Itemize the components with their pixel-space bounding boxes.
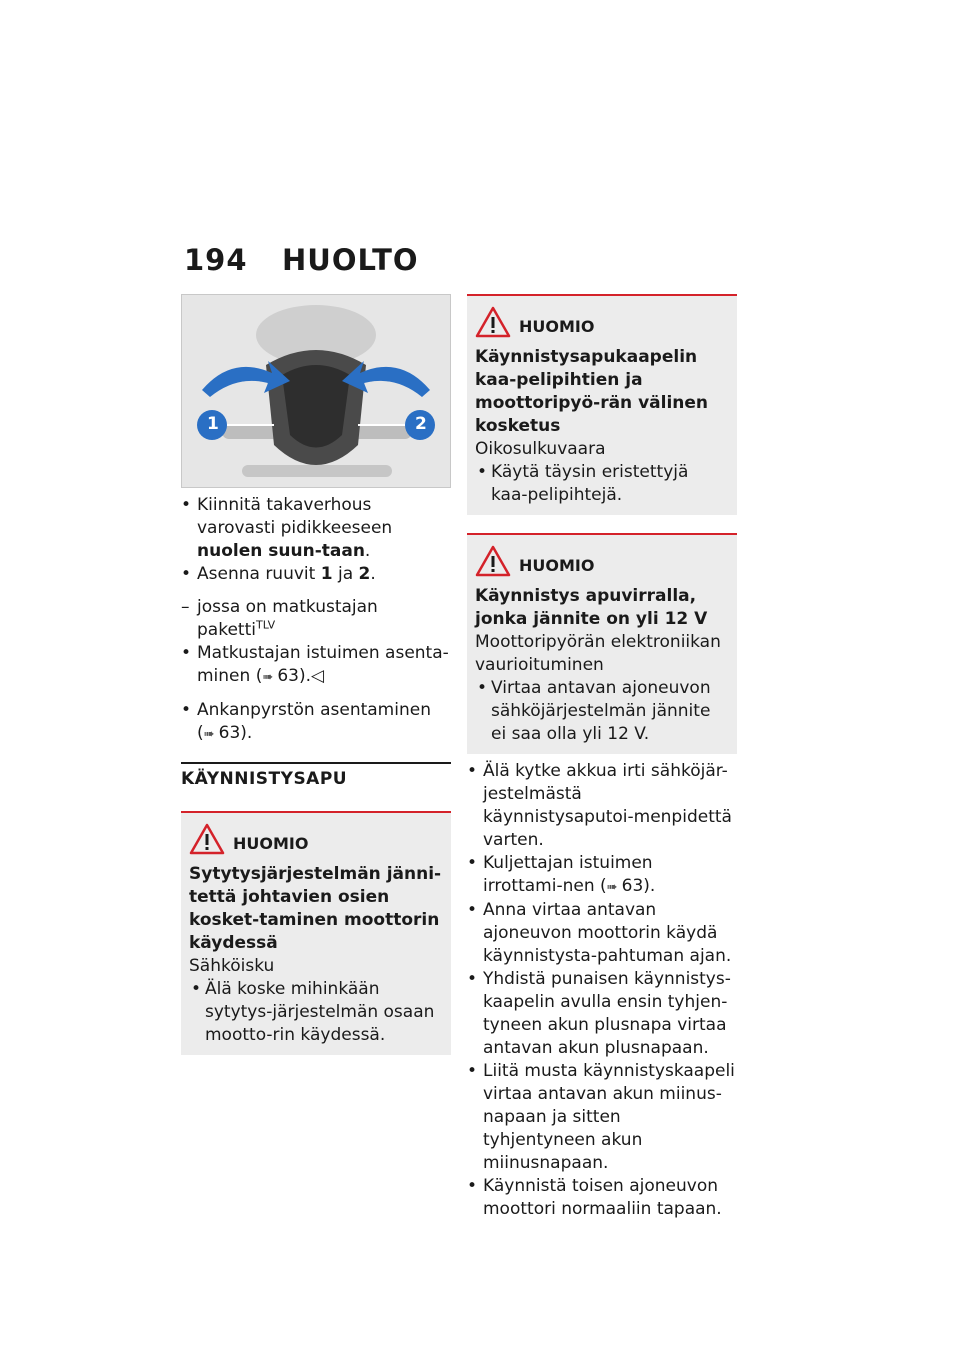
bullet-text: Ankanpyrstön asentaminen ( xyxy=(197,700,431,743)
page-ref-link[interactable]: 63). xyxy=(277,666,312,686)
page-ref-link[interactable]: 63). xyxy=(218,723,253,743)
notice-box xyxy=(467,533,737,754)
bullet-text: Liitä musta käynnistyskaapeli virtaa antavan akun miinus-napaan ja sitten tyhjentyneen akun miinusnapaan. xyxy=(483,1061,735,1173)
list-item xyxy=(181,642,451,689)
right-column xyxy=(467,294,737,1221)
notice-title: Käynnistysapukaapelin kaa-pelipihtien ja moottoripyö-rän välinen kosketus xyxy=(475,347,709,436)
bullet-text: ja xyxy=(332,564,359,584)
list-item xyxy=(467,1175,737,1221)
list-item xyxy=(181,494,451,563)
warning-triangle-icon xyxy=(475,545,511,577)
bullet-text: Kiinnitä takaverhous varovasti pidikkeeseen xyxy=(197,495,393,538)
page-ref-arrow-icon: ➠ xyxy=(262,670,278,685)
notice-box xyxy=(181,811,451,1055)
bullet-text: Älä kytke akkua irti sähköjär-jestelmästä käynnistysaputoi-menpidettä varten. xyxy=(483,761,732,850)
page-number: 194 xyxy=(184,243,248,277)
list-item xyxy=(467,760,737,852)
page-header xyxy=(184,243,419,277)
bullet-dot: • xyxy=(477,462,488,482)
list-item xyxy=(467,1060,737,1175)
bullet-dot: • xyxy=(181,495,192,515)
bullet-dot: • xyxy=(467,853,478,873)
bullet-dot: • xyxy=(181,700,192,720)
screw-2-ref: 2 xyxy=(358,564,371,584)
notice-label: HUOMIO xyxy=(519,317,595,336)
notice-consequence: Moottoripyörän elektroniikan vaurioituminen xyxy=(475,632,721,675)
bullet-dot: • xyxy=(467,761,478,781)
marker-2: 2 xyxy=(415,414,427,434)
bullet-dot: • xyxy=(181,643,192,663)
notice-item xyxy=(189,978,443,1047)
notice-header xyxy=(475,306,729,342)
notice-item-text: Älä koske mihinkään sytytys-järjestelmän osaan mootto-rin käydessä. xyxy=(205,979,435,1045)
bullet-dot: • xyxy=(181,564,192,584)
page-ref-link[interactable]: 63). xyxy=(621,876,656,896)
bullet-text: Kuljettajan istuimen irrottami-nen ( xyxy=(483,853,653,896)
bullet-text: Asenna ruuvit xyxy=(197,564,321,584)
notice-header xyxy=(475,545,729,581)
notice-item xyxy=(475,677,729,746)
procedure-list xyxy=(467,760,737,1221)
bullet-text: Matkustajan istuimen asenta-minen ( xyxy=(197,643,449,686)
bullet-dot: • xyxy=(477,678,488,698)
notice-item xyxy=(475,461,729,507)
notice-item-text: Virtaa antavan ajoneuvon sähköjärjestelmän jännite ei saa olla yli 12 V. xyxy=(491,678,711,744)
motorcycle-illustration xyxy=(182,295,450,487)
condition-text: jossa on matkustajan paketti xyxy=(197,597,378,640)
list-item xyxy=(181,563,451,586)
bullet-dot: • xyxy=(467,969,478,989)
notice-box xyxy=(467,294,737,515)
dash-mark: – xyxy=(181,597,190,617)
list-item xyxy=(181,699,451,746)
bullet-dot: • xyxy=(467,1176,478,1196)
bullet-end: . xyxy=(370,564,376,584)
bullet-end: . xyxy=(364,541,371,561)
notice-label: HUOMIO xyxy=(233,834,309,853)
notice-consequence: Sähköisku xyxy=(189,956,275,976)
screw-1-ref: 1 xyxy=(320,564,333,584)
notice-title: Sytytysjärjestelmän jänni-tettä johtavien osien kosket-taminen moottorin käydessä xyxy=(189,864,442,953)
bullet-dot: • xyxy=(191,979,202,999)
tlv-superscript: TLV xyxy=(255,618,276,632)
list-item xyxy=(467,968,737,1060)
section-title: KÄYNNISTYSAPU xyxy=(181,762,451,791)
end-mark-icon: ◁ xyxy=(311,666,325,686)
page-ref-arrow-icon: ➠ xyxy=(203,727,219,742)
condition-line xyxy=(181,596,451,642)
motorcycle-rear-figure xyxy=(181,294,451,488)
bullet-text: Käynnistä toisen ajoneuvon moottori normaaliin tapaan. xyxy=(483,1176,722,1219)
bullet-dot: • xyxy=(467,1061,478,1081)
bullet-dot: • xyxy=(467,900,478,920)
notice-label: HUOMIO xyxy=(519,556,595,575)
notice-header xyxy=(189,823,443,859)
left-column xyxy=(181,294,451,1055)
bullet-bold-text: nuolen suun-taan xyxy=(197,541,365,561)
bullet-text: Yhdistä punaisen käynnistys-kaapelin avulla ensin tyhjen-tyneen akun plusnapa virtaa antavan akun plusnapaan. xyxy=(483,969,731,1058)
notice-consequence: Oikosulkuvaara xyxy=(475,439,606,459)
list-item xyxy=(467,852,737,899)
warning-triangle-icon xyxy=(475,306,511,338)
notice-title: Käynnistys apuvirralla, jonka jännite on yli 12 V xyxy=(475,586,708,629)
notice-item-text: Käytä täysin eristettyjä kaa-pelipihtejä. xyxy=(491,462,689,505)
warning-triangle-icon xyxy=(189,823,225,855)
list-item xyxy=(467,899,737,968)
chapter-title: HUOLTO xyxy=(282,243,419,277)
marker-1: 1 xyxy=(207,414,219,434)
bullet-text: Anna virtaa antavan ajoneuvon moottorin käydä käynnistysta-pahtuman ajan. xyxy=(483,900,732,966)
page-ref-arrow-icon: ➠ xyxy=(606,880,622,895)
